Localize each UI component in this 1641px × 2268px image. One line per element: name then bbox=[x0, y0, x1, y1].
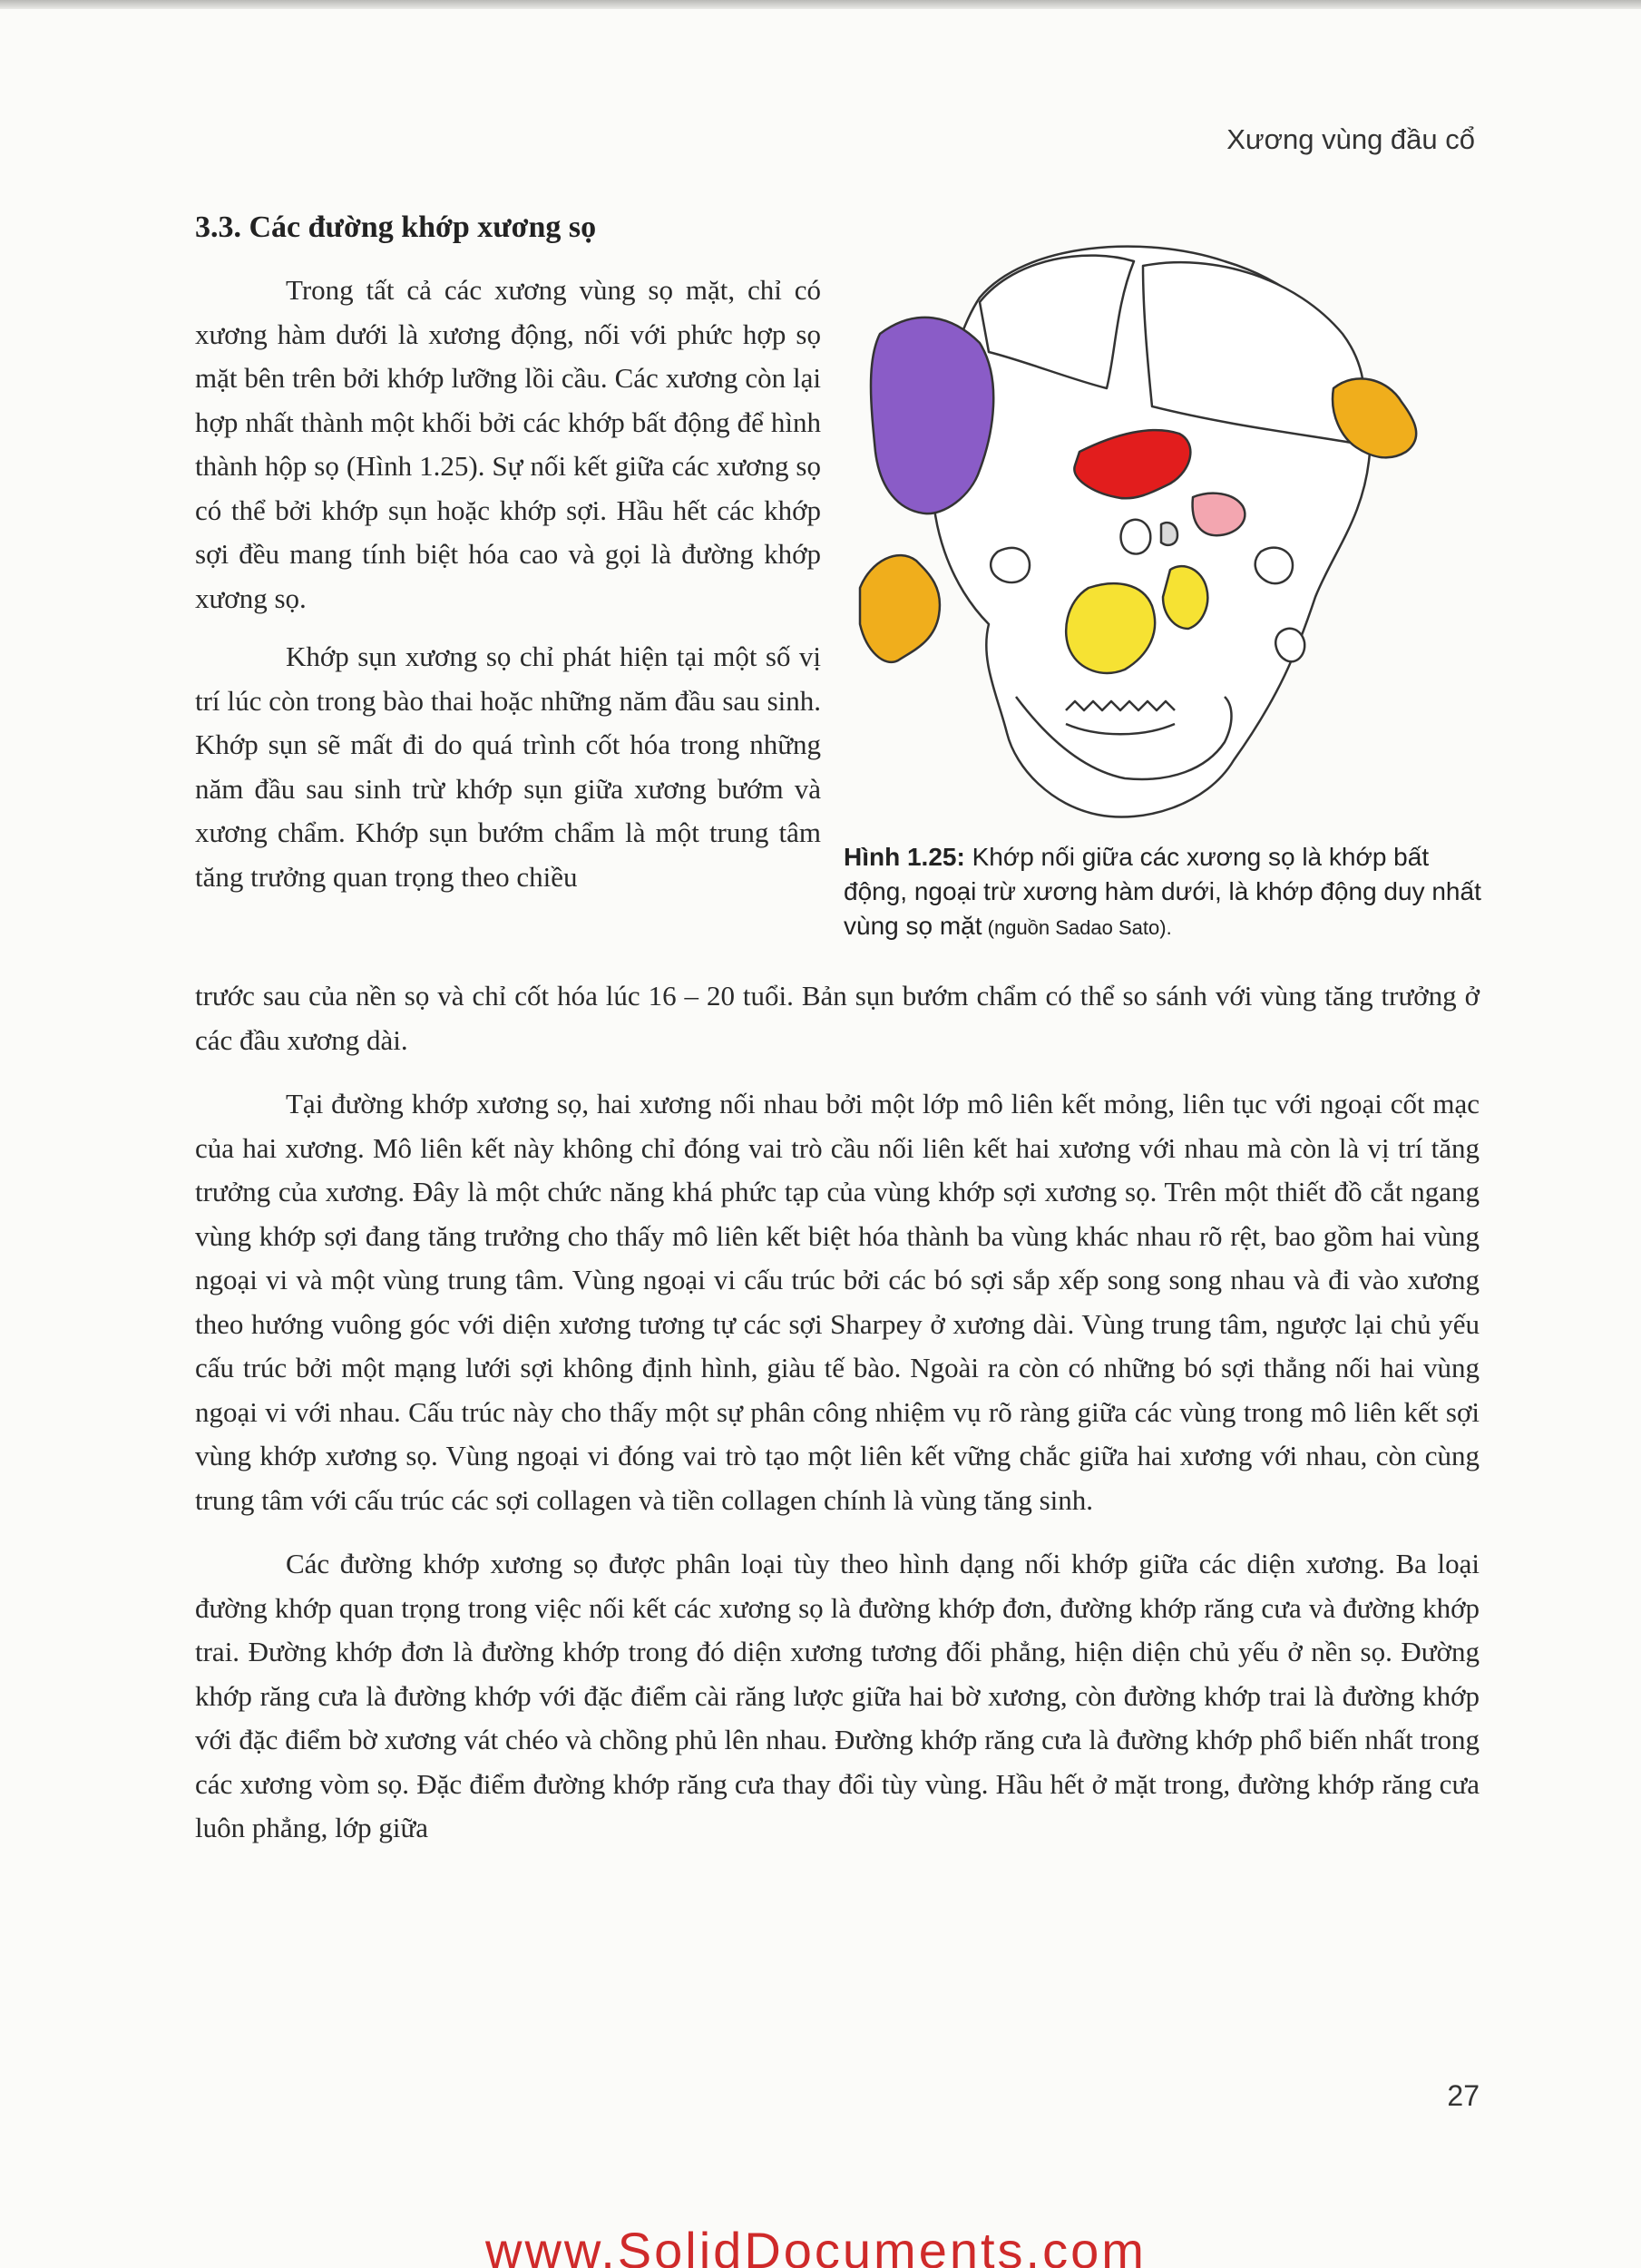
lacrimal-bone bbox=[1161, 523, 1177, 545]
paragraph: Trong tất cả các xương vùng sọ mặt, chỉ có xương hàm dưới là xương động, nối với phức hợp sọ mặt bên trên bởi khớp lưỡng lồi cầu. Các xương còn lại hợp nhất thành một khối bởi các khớp bất động để hình thành hộp sọ (Hình 1.25). Sự nối kết giữa các xương sọ có thể bởi khớp sụn hoặc khớp sợi. Hầu hết các khớp sợi đều mang tính biệt hóa cao và gọi là đường khớp xương sọ. bbox=[195, 274, 821, 614]
watermark: www.SolidDocuments.com bbox=[485, 2222, 1147, 2268]
section-title: 3.3. Các đường khớp xương sọ bbox=[195, 210, 597, 244]
column-text bbox=[195, 269, 821, 914]
palatine-bone bbox=[1163, 566, 1207, 629]
paragraph: Tại đường khớp xương sọ, hai xương nối nhau bởi một lớp mô liên kết mỏng, liên tục với ngoại cốt mạc của hai xương. Mô liên kết này không chỉ đóng vai trò cầu nối liên kết hai xương với nhau mà còn là vị trí tăng trưởng của xương. Đây là một chức năng khá phức tạp của vùng khớp sợi xương sọ. Trên một thiết đồ cắt ngang vùng khớp sợi đang tăng trưởng cho thấy mô liên kết biệt hóa thành ba vùng khác nhau rõ rệt, bao gồm hai vùng ngoại vi và một vùng trung tâm. Vùng ngoại vi cấu trúc bởi các bó sợi sắp xếp song song nhau và đi vào xương theo hướng vuông góc với diện xương tương tự các sợi Sharpey ở xương dài. Vùng trung tâm, ngược lại chủ yếu cấu trúc bởi một mạng lưới sợi không định hình, giàu tế bào. Ngoài ra còn có những bó sợi thẳng nối hai vùng ngoại vi với nhau. Cấu trúc này cho thấy một sự phân công nhiệm vụ rõ ràng giữa các vùng trong mô liên kết sợi vùng khớp xương sọ. Vùng ngoại vi đóng vai trò tạo một liên kết vững chắc giữa hai xương với nhau, còn cùng trung tâm với cấu trúc các sợi collagen và tiền collagen chính là vùng tăng sinh. bbox=[195, 1088, 1480, 1516]
zygomatic-bone bbox=[860, 555, 940, 662]
page-number: 27 bbox=[1447, 2079, 1480, 2112]
hyoid-fragment bbox=[1275, 629, 1304, 662]
nasal-bone bbox=[1121, 520, 1151, 554]
paragraph: Khớp sụn xương sọ chỉ phát hiện tại một số vị trí lúc còn trong bào thai hoặc những năm đầu sau sinh. Khớp sụn sẽ mất đi do quá trình cốt hóa trong những năm đầu sau sinh trừ khớp sụn giữa xương bướm và xương chẩm. Khớp sụn bướm chẩm là một trung tâm tăng trưởng quan trọng theo chiều bbox=[195, 640, 821, 893]
caption-label: Hình 1.25: bbox=[844, 843, 965, 871]
exploded-skull-illustration bbox=[844, 225, 1479, 835]
paragraph: Các đường khớp xương sọ được phân loại tùy theo hình dạng nối khớp giữa các diện xương. Ba loại đường khớp quan trọng trong việc nối kết các xương sọ là đường khớp đơn, đường khớp răng cưa và đường khớp trai. Đường khớp đơn là đường khớp trong đó diện xương tương đối phẳng, hiện diện chủ yếu ở nền sọ. Đường khớp răng cưa là đường khớp với đặc điểm cài răng lược giữa hai bờ xương, còn đường khớp trai là đường khớp với đặc điểm bờ xương vát chéo và chồng phủ lên nhau. Đường khớp răng cưa là đường khớp phổ biến nhất trong các xương vòm sọ. Đặc điểm đường khớp răng cưa thay đổi tùy vùng. Hầu hết ở mặt trong, đường khớp răng cưa luôn phẳng, lớp giữa bbox=[195, 1548, 1480, 1843]
ethmoid-bone bbox=[1193, 494, 1245, 536]
caption-source: (nguồn Sadao Sato). bbox=[982, 916, 1172, 939]
vomer-fragment bbox=[991, 548, 1030, 582]
paragraph: trước sau của nền sọ và chỉ cốt hóa lúc 16 – 20 tuổi. Bản sụn bướm chẩm có thể so sánh với vùng tăng trưởng ở các đầu xương dài. bbox=[195, 980, 1480, 1056]
inferior-concha bbox=[1255, 548, 1293, 584]
caption-text: Khớp nối giữa các xương sọ là khớp bất động, ngoại trừ xương hàm dưới, là khớp động duy nhất vùng sọ mặt bbox=[844, 843, 1481, 940]
running-head: Xương vùng đầu cổ bbox=[1226, 123, 1475, 155]
scan-top-edge bbox=[0, 0, 1641, 9]
skull-figure bbox=[844, 225, 1479, 835]
body-text bbox=[195, 974, 1480, 1871]
figure-caption bbox=[844, 840, 1484, 945]
